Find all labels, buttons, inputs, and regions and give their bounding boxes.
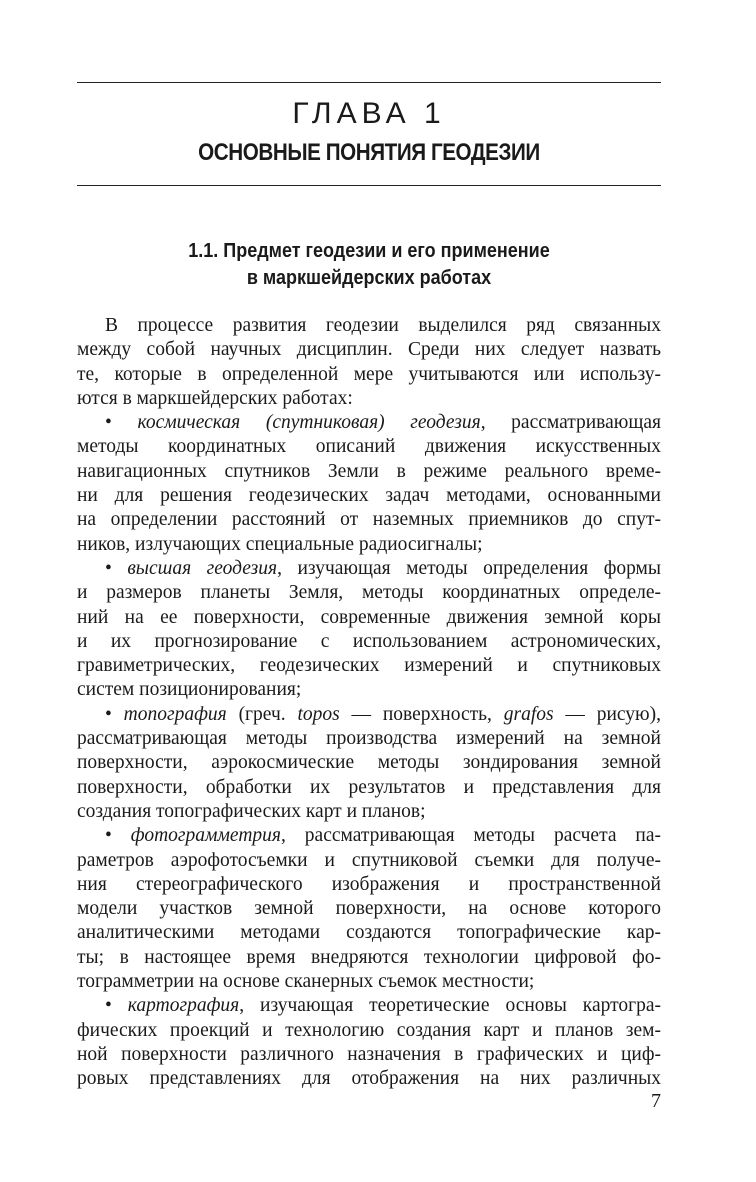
- top-rule: [77, 82, 661, 83]
- text-line: фических проекций и технологию создания карт и планов зем-: [77, 1019, 661, 1041]
- text-line: между собой научных дисциплин. Среди них следует назвать: [77, 339, 661, 361]
- text-line: навигационных спутников Земли в режиме реального време-: [77, 460, 661, 482]
- text-line: тограмметрии на основе сканерных съемок местности;: [77, 971, 535, 993]
- text-line: ровых представлениях для отображения на них различных: [77, 1068, 661, 1090]
- body-text: [77, 314, 661, 1092]
- text-line: методы координатных описаний движения искусственных: [77, 436, 661, 458]
- term: космическая (спутниковая) геодезия: [137, 412, 481, 434]
- section-title: [106, 238, 632, 292]
- section-title-line2: в маркшейдерских работах: [246, 267, 492, 289]
- chapter-title: ОСНОВНЫЕ ПОНЯТИЯ ГЕОДЕЗИИ: [198, 139, 540, 166]
- text-line: и размеров планеты Земля, методы координатных определе-: [77, 582, 661, 604]
- term: топография: [123, 703, 227, 725]
- text-line: гравиметрических, геодезических измерений и спутниковых: [77, 655, 661, 677]
- term: высшая геодезия: [127, 557, 278, 579]
- text-line: раметров аэрофотосъемки и спутниковой съемки для получе-: [77, 849, 661, 871]
- bullet: •: [105, 825, 112, 847]
- greek-word: grafos: [503, 703, 554, 725]
- text-line: ников, излучающих специальные радиосигналы;: [77, 533, 483, 555]
- term: картография: [127, 995, 240, 1017]
- list-item-first-line: • топография (греч. topos — поверхность, grafos — рисую),: [105, 703, 661, 725]
- text-line: ты; в настоящее время внедряются технологии цифровой фо-: [77, 946, 661, 968]
- section-title-line1: 1.1. Предмет геодезии и его применение: [188, 240, 550, 262]
- list-item-first-line: • космическая (спутниковая) геодезия, рассматривающая: [105, 412, 661, 434]
- text-line: систем позиционирования;: [77, 679, 302, 701]
- text-line: ния стереографического изображения и пространственной: [77, 873, 661, 895]
- bullet: •: [105, 412, 112, 434]
- text-line: ний на ее поверхности, современные движения земной коры: [77, 606, 661, 628]
- text-line: ются в маркшейдерских работах:: [77, 387, 353, 409]
- bullet: •: [105, 995, 112, 1017]
- chapter-label: ГЛАВА 1: [292, 97, 446, 130]
- list-item-first-line: • фотограмметрия, рассматривающая методы расчета па-: [105, 825, 662, 847]
- text-line: поверхности, аэрокосмические методы зондирования земной: [77, 752, 661, 774]
- page-number: 7: [651, 1090, 661, 1112]
- greek-word: topos: [297, 703, 340, 725]
- term: фотограмметрия: [130, 825, 281, 847]
- text-line: ни для решения геодезических задач методами, основанными: [77, 485, 661, 507]
- text-line: на определении расстояний от наземных приемников до спут-: [77, 509, 661, 531]
- text-line: и их прогнозирование с использованием астрономических,: [77, 630, 661, 652]
- text-line: аналитическими методами создаются топографические кар-: [77, 922, 661, 944]
- text-line: модели участков земной поверхности, на основе которого: [77, 898, 661, 920]
- bullet: •: [105, 557, 112, 579]
- bullet: •: [105, 703, 112, 725]
- list-item-first-line: • картография, изучающая теоретические основы картогра-: [105, 995, 661, 1017]
- text-line: В процессе развития геодезии выделился ряд связанных: [105, 315, 661, 336]
- text-line: поверхности, обработки их результатов и представления для: [77, 776, 661, 798]
- text-line: рассматривающая методы производства измерений на земной: [77, 728, 661, 750]
- bottom-rule: [77, 185, 661, 186]
- text-line: создания топографических карт и планов;: [77, 800, 426, 822]
- text-line: ной поверхности различного назначения в графических и циф-: [77, 1043, 661, 1065]
- list-item-first-line: • высшая геодезия, изучающая методы определения формы: [105, 557, 661, 579]
- text-line: те, которые в определенной мере учитываются или использу-: [77, 363, 661, 385]
